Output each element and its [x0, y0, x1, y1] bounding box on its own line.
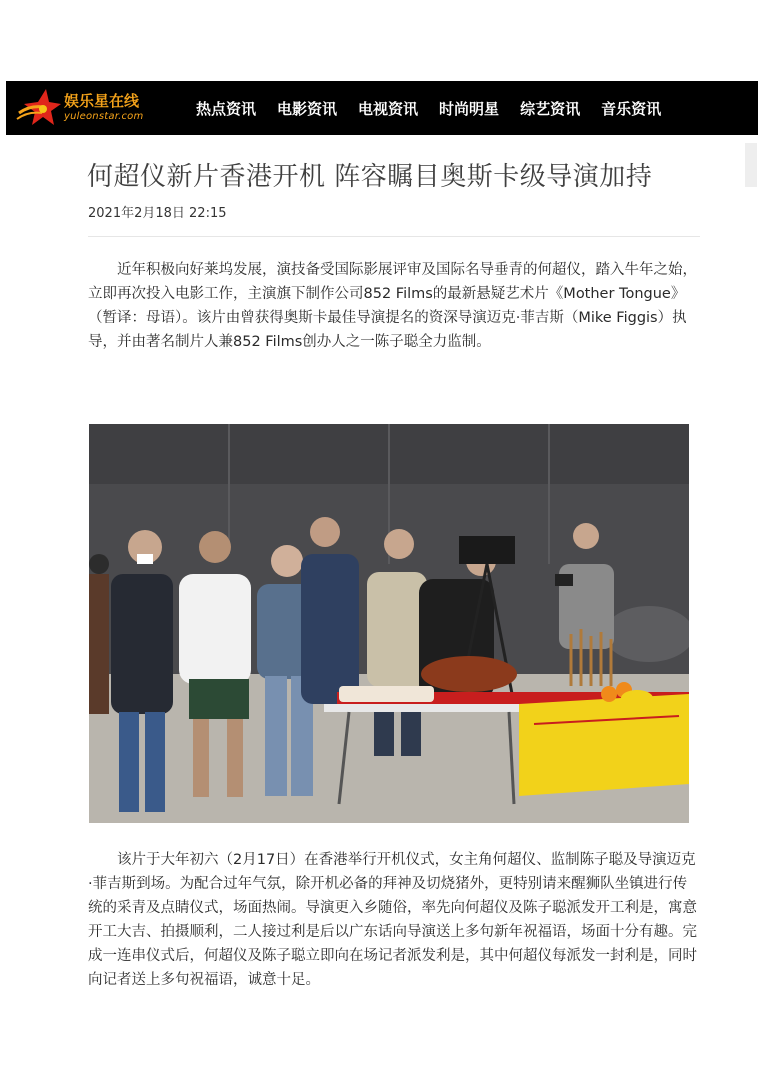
nav-item-fashion-stars[interactable]: 时尚明星 — [439, 99, 500, 118]
main-nav — [196, 98, 682, 119]
article-photo — [89, 424, 689, 823]
scrollbar-thumb[interactable] — [745, 143, 757, 187]
logo-domain: yuleonstar.com — [64, 111, 144, 122]
top-nav-bar — [6, 81, 758, 135]
logo-chinese-name: 娱乐星在线 — [64, 92, 140, 110]
ceremony-photo-illustration — [89, 424, 689, 823]
article-paragraph-2: 该片于大年初六（2月17日）在香港举行开机仪式，女主角何超仪、监制陈子聪及导演迈克·菲吉斯到场。为配合过年气氛，除开机必备的拜神及切烧猪外，更特别请来醒狮队坐镇进行传统的采青及点睛仪式，场面热闹。导演更入乡随俗，率先向何超仪及陈子聪派发开工利是，寓意开工大吉、拍摄顺利，二人接过利是后以广东话向导演送上多句新年祝福语，场面十分有趣。完成一连串仪式后，何超仪及陈子聪立即向在场记者派发利是，其中何超仪每派发一封利是，同时向记者送上多句祝福语，诚意十足。 — [88, 852, 697, 988]
star-logo-icon — [16, 85, 62, 131]
nav-item-variety-news[interactable]: 综艺资讯 — [520, 99, 581, 118]
article-paragraph-1: 近年积极向好莱坞发展，演技备受国际影展评审及国际名导垂青的何超仪，踏入牛年之始，立即再次投入电影工作，主演旗下制作公司852 Films的最新悬疑艺术片《Mother Tongue》（暂译：母语）。该片由曾获得奥斯卡最佳导演提名的资深导演迈克·菲吉斯（Mike Figgis）执导，并由著名制片人兼852 Films创办人之一陈子聪全力监制。 — [88, 262, 697, 350]
article-title: 何超仪新片香港开机 阵容瞩目奥斯卡级导演加持 — [87, 162, 653, 192]
article-date: 2021年2月18日 22:15 — [88, 206, 227, 221]
title-divider — [88, 236, 700, 237]
nav-item-hot-news[interactable]: 热点资讯 — [196, 99, 257, 118]
nav-item-movie-news[interactable]: 电影资讯 — [277, 99, 338, 118]
nav-item-music-news[interactable]: 音乐资讯 — [601, 99, 662, 118]
site-logo[interactable] — [16, 81, 188, 135]
nav-item-tv-news[interactable]: 电视资讯 — [358, 99, 419, 118]
